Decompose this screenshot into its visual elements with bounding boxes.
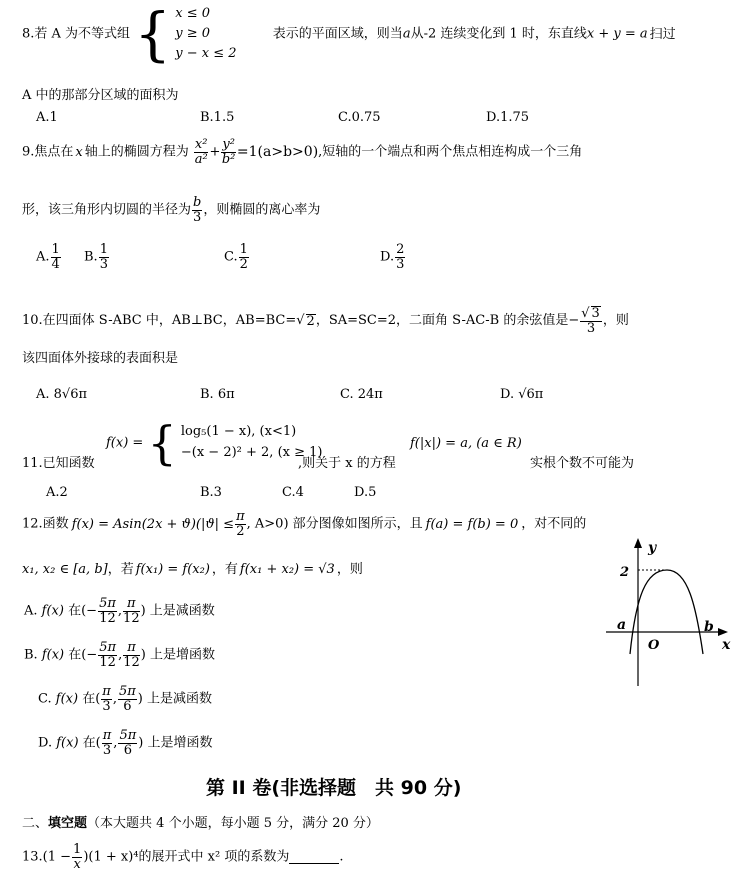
q9-opt-a-num: 1: [51, 242, 60, 257]
q12-line1: [22, 510, 586, 538]
graph-y-arrow: [634, 538, 642, 548]
fill-bold: 填空题: [48, 816, 88, 831]
q12-opt-a-n1: 5π: [99, 596, 116, 611]
q12-opt-d: D. f(x) 在( $\frac{\pi}{3}$ , $\frac{5\pi}{6}$ ) 上是增函数: [38, 728, 213, 758]
q9-opt-c-den: 2: [239, 256, 248, 272]
q12-opt-d-post: ) 上是增函数: [138, 735, 213, 751]
q9-frac-y: [221, 138, 236, 166]
q9-opt-c-label: C.: [224, 249, 238, 265]
q9-opt-b-label: B.: [84, 249, 98, 265]
q11-opt-b: B.3: [200, 485, 222, 500]
q11-mid: ,则关于 x 的方程: [298, 456, 396, 471]
q12-opt-c-d2: 6: [123, 698, 132, 714]
q12-graph: [604, 536, 734, 692]
q12-opt-c-d1: 3: [102, 698, 111, 714]
q13-dot: .: [339, 849, 344, 865]
q9-line2a: 形，该三角形内切圆的半径为: [22, 202, 192, 218]
q12-opt-d-frac1: [102, 729, 113, 757]
q8-opt-d: D.1.75: [486, 110, 530, 125]
q12-line2e: f(x₁ + x₂) = √3: [239, 562, 335, 577]
q10-opt-c: C. 24π: [340, 387, 383, 402]
q8-ineq-2: y ≥ 0: [175, 26, 211, 42]
q11-end: 实根个数不可能为: [530, 456, 635, 471]
q9-opt-b: [84, 243, 110, 271]
q8-line-eq: x + y = a: [586, 26, 648, 42]
q12-opt-b-frac2: [123, 641, 140, 669]
q12-opt-c-f: f(x): [55, 691, 79, 707]
q13-blank[interactable]: [289, 851, 339, 864]
q12-opt-b: B. f(x) 在(− $\frac{5\pi}{12}$ , $\frac{\pi}{12}$ ) 上是增函数: [24, 640, 215, 670]
q12-opt-c-n2: 5π: [118, 684, 136, 699]
q12-opt-a-post: ) 上是减函数: [140, 603, 215, 619]
q12-line2d: ，有: [211, 562, 238, 577]
q10-line1: 10.在四面体 S-ABC 中，AB⊥BC，AB=BC=√ 2，SA=SC=2，二面角 S-AC-B 的余弦值是− $\frac{√ 3}{3}$ ，则: [22, 306, 629, 336]
q12-opt-a-d1: 12: [99, 610, 116, 626]
q12-line2: [22, 563, 363, 576]
q10-line1c: ，则: [602, 313, 629, 329]
q12-line2b: ，若: [107, 562, 134, 577]
q12-opt-b-n1: 5π: [99, 640, 117, 655]
graph-x-arrow: [718, 628, 728, 636]
q9-opt-b-frac: [99, 243, 109, 271]
q13-frac-num: 1: [73, 842, 82, 857]
q9-opt-c-num: 1: [239, 242, 248, 257]
q9-frac-r-num: b: [193, 195, 202, 210]
q9-frac-x-den: a²: [194, 151, 208, 167]
q12-line1a: 12.函数: [22, 516, 69, 532]
q12-opt-b-n2: π: [123, 641, 140, 656]
q11-eq: f(|x|) = a, (a ∈ R): [410, 436, 522, 451]
q8-prefix: 8.若 A 为不等式组: [22, 26, 131, 42]
q9-mid: 轴上的椭圆方程为: [84, 144, 189, 160]
q12-opt-d-pre: 在(: [82, 735, 101, 751]
q8-brace: {: [134, 0, 172, 69]
q12-line1d: f(a) = f(b) = 0: [425, 516, 519, 532]
q12-line1c: , A>0) 部分图像如图所示，且: [246, 516, 423, 532]
graph-label-x: x: [722, 637, 731, 653]
q12-line2a: x₁, x₂ ∈ [a, b]: [22, 562, 108, 577]
graph-label-y: y: [648, 540, 657, 556]
q11-func: [106, 416, 323, 470]
q12-opt-a-frac2: [123, 597, 140, 625]
q9-line2: [22, 196, 320, 224]
q12-opt-a: A. f(x) 在(− $\frac{5\pi}{12}$ , $\frac{\pi}{12}$ ) 上是减函数: [24, 596, 215, 626]
q12-opt-a-d2: 12: [123, 610, 140, 626]
q9-frac-y-num: y²: [222, 137, 235, 152]
q11-case1: log₅(1 − x), (x<1): [180, 424, 297, 440]
q8-opt-c: C.0.75: [338, 110, 381, 125]
q12-opt-c-label: C.: [38, 691, 52, 707]
q9-frac-x-num: x²: [194, 137, 208, 152]
q11-brace: {: [147, 416, 177, 470]
q8-line2: A 中的那部分区域的面积为: [22, 88, 179, 103]
q9-opt-c: [224, 243, 250, 271]
q12-opt-d-d2: 6: [123, 742, 132, 758]
q10-line1b: ，SA=SC=2，二面角 S-AC-B 的余弦值是−: [315, 313, 580, 329]
q11-opt-a: A.2: [46, 485, 68, 500]
q12-opt-b-frac1: [98, 641, 117, 669]
q12-opt-d-n1: π: [102, 728, 112, 743]
q13-line: [22, 843, 343, 871]
q9-opt-d-den: 3: [396, 256, 405, 272]
graph-curve: [630, 570, 703, 654]
q10-frac-num: √ 3: [581, 306, 600, 321]
q9-opt-a-frac: [51, 243, 61, 271]
q12-opt-c-post: ) 上是减函数: [137, 691, 213, 707]
q12-opt-d-label: D.: [38, 735, 53, 751]
q12-opt-d-n2: 5π: [119, 728, 137, 743]
q12-opt-d-frac2: [118, 729, 137, 757]
q12-opt-b-f: f(x): [41, 647, 65, 663]
q8-mid: 表示的平面区域，则当: [272, 26, 403, 42]
q12-frac-pi-den: 2: [236, 523, 245, 539]
q13-frac: [72, 843, 82, 871]
q9-frac-r-den: 3: [193, 209, 202, 225]
graph-label-b: b: [704, 619, 714, 635]
q12-frac-pi-num: π: [236, 509, 245, 524]
q12-opt-c-frac2: [118, 685, 137, 713]
graph-label-a: a: [617, 617, 627, 633]
q12-line2c: f(x₁) = f(x₂): [135, 562, 210, 577]
q8-opt-a: A.1: [36, 110, 58, 125]
q12-opt-d-f: f(x): [56, 735, 79, 751]
q9-eq-tail: =1(a>b>0): [236, 144, 319, 161]
q9-line1: 9.焦点在 x 轴上的椭圆方程为 $\frac{\text{x²}}{\text{a²}}$ + $\frac{\text{y²}}{\text{b²}}$ =1(a>b>0),短轴的一个端点和两个焦点相连构成一个三角: [22, 137, 583, 167]
q11-case2: −(x − 2)² + 2, (x ≥ 1): [180, 445, 323, 460]
q9-frac-x: [194, 138, 209, 166]
q13-mid: )(1 + x)⁴: [83, 849, 139, 865]
q10-frac-sqrt3: 3: [591, 306, 600, 321]
q12-line1e: ，对不同的: [521, 516, 587, 532]
section2-title: 第 II 卷(非选择题 共 90 分): [206, 777, 462, 799]
q9-end: ,短轴的一个端点和两个焦点相连构成一个三角: [318, 144, 583, 160]
q11-opt-c: C.4: [282, 485, 304, 500]
q9-x: x: [75, 144, 83, 160]
q13-end: 的展开式中 x² 项的系数为: [138, 849, 290, 865]
q9-opt-a-den: 4: [51, 256, 60, 272]
q12-opt-b-pre: 在(−: [68, 647, 98, 663]
q12-opt-a-pre: 在(−: [68, 603, 98, 619]
q8-mid2: 从-2 连续变化到 1 时，东直线: [410, 26, 587, 42]
q10-opt-b: B. 6π: [200, 387, 235, 402]
fill-label: 二、: [22, 816, 49, 831]
q12-opt-c-frac1: [101, 685, 112, 713]
q9-opt-a-label: A.: [36, 249, 50, 265]
q8-ineq-1: x ≤ 0: [175, 6, 211, 21]
q8-line1: [22, 0, 676, 69]
q8-opt-b: B.1.5: [200, 110, 235, 125]
q12-opt-b-label: B.: [24, 647, 38, 663]
q9-opt-d-num: 2: [396, 242, 405, 257]
q12-opt-c-pre: 在(: [82, 691, 101, 707]
q12-opt-a-label: A.: [24, 603, 38, 619]
q10-line1a: 10.在四面体 S-ABC 中，AB⊥BC，AB=BC=: [22, 313, 297, 329]
q9-prefix: 9.焦点在: [22, 144, 74, 160]
fill-header: [22, 817, 379, 830]
q9-frac-y-den: b²: [221, 151, 236, 167]
q12-frac-pi: [235, 510, 246, 538]
q12-opt-a-f: f(x): [41, 603, 64, 619]
q12-line1b: f(x) = Asin(2x + ϑ)(|ϑ| ≤: [71, 516, 235, 532]
q13-prefix: 13.(1 −: [22, 849, 72, 865]
q8-ineq-3: y − x ≤ 2: [175, 46, 237, 62]
q9-opt-d-frac: [395, 243, 405, 271]
q8-a: a: [402, 26, 411, 42]
q12-opt-c-n1: π: [102, 684, 111, 699]
graph-label-2: 2: [620, 565, 630, 580]
q9-opt-b-num: 1: [99, 242, 108, 257]
fill-rest: （本大题共 4 个小题，每小题 5 分，满分 20 分）: [87, 816, 379, 831]
q9-opt-c-frac: [239, 243, 249, 271]
q11-opt-d: D.5: [354, 485, 377, 500]
q10-sqrt2: 2: [306, 313, 315, 329]
q10-frac-den: 3: [586, 320, 596, 336]
q11-prefix: 11.已知函数: [22, 456, 95, 471]
q9-line2b: ，则椭圆的离心率为: [203, 202, 321, 218]
q13-frac-den: x: [73, 856, 81, 872]
graph-label-o: O: [648, 638, 660, 653]
q8-system: [175, 4, 236, 64]
q12-opt-b-d2: 12: [123, 654, 140, 670]
q12-opt-b-d1: 12: [99, 654, 116, 670]
q10-opt-d: D. √6π: [500, 387, 544, 402]
q11-f: f(x) =: [106, 435, 144, 451]
q10-opt-a: A. 8√6π: [36, 387, 88, 402]
q9-opt-d-label: D.: [380, 249, 395, 265]
q12-opt-c: C. f(x) 在( $\frac{\pi}{3}$ , $\frac{5\pi}{6}$ ) 上是减函数: [38, 684, 213, 714]
q9-opt-d: [380, 243, 406, 271]
q9-opt-b-den: 3: [99, 256, 108, 272]
q9-opt-a: [36, 243, 62, 271]
q12-opt-d-d1: 3: [102, 742, 112, 758]
q10-frac: [580, 306, 602, 335]
q12-opt-a-frac1: [98, 597, 117, 625]
q12-opt-a-n2: π: [123, 597, 140, 612]
q12-line2f: ，则: [336, 562, 363, 577]
q9-frac-r: [192, 196, 202, 224]
q8-end: 扫过: [649, 26, 676, 42]
q12-opt-b-post: ) 上是增函数: [140, 647, 215, 663]
q10-line2: 该四面体外接球的表面积是: [22, 351, 179, 366]
